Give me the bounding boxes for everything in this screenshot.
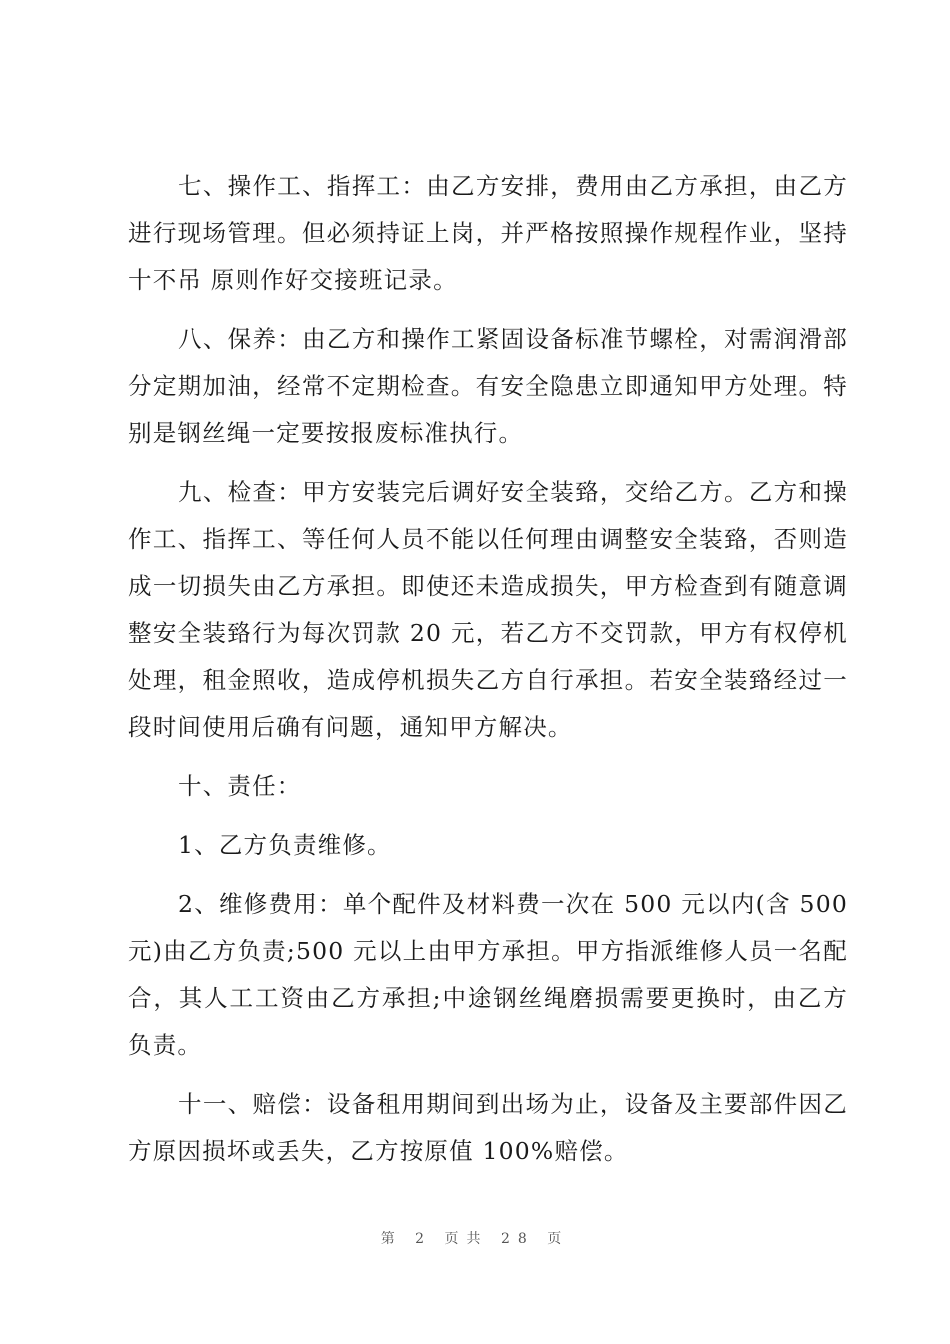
paragraph-responsibility-item-1: 1、乙方负责维修。 (178, 831, 392, 859)
paragraph-responsibility-heading: 十、责任： (178, 772, 302, 800)
page-number-footer: 第 2 页共 28 页 (380, 1231, 570, 1247)
paragraph-inspection: 九、检查：甲方安装完后调好安全装臵，交给乙方。乙方和操作工、指挥工、等任何人员不能以任何理由调整安全装臵，否则造成一切损失由乙方承担。即使还未造成损失，甲方检查到有随意调整安全装臵行为每次罚款 20 元，若乙方不交罚款，甲方有权停机处理，租金照收，造成停机损失乙方自行承担。若安全装臵经过一段时间使用后确有问题，通知甲方解决。 (128, 478, 848, 741)
paragraph-responsibility-item-2: 2、维修费用：单个配件及材料费一次在 500 元以内(含 500 元)由乙方负责;500 元以上由甲方承担。甲方指派维修人员一名配合，其人工工资由乙方承担;中途钢丝绳磨损需要更换时，由乙方负责。 (128, 890, 848, 1059)
paragraph-compensation: 十一、赔偿：设备租用期间到出场为止，设备及主要部件因乙方原因损坏或丢失，乙方按原值 100%赔偿。 (128, 1090, 848, 1165)
paragraph-maintenance: 八、保养：由乙方和操作工紧固设备标准节螺栓，对需润滑部分定期加油，经常不定期检查。有安全隐患立即通知甲方处理。特别是钢丝绳一定要按报废标准执行。 (128, 325, 848, 447)
paragraph-operator-commander: 七、操作工、指挥工：由乙方安排，费用由乙方承担，由乙方进行现场管理。但必须持证上岗，并严格按照操作规程作业，坚持 十不吊 原则作好交接班记录。 (128, 172, 848, 294)
document-body (128, 163, 848, 1187)
